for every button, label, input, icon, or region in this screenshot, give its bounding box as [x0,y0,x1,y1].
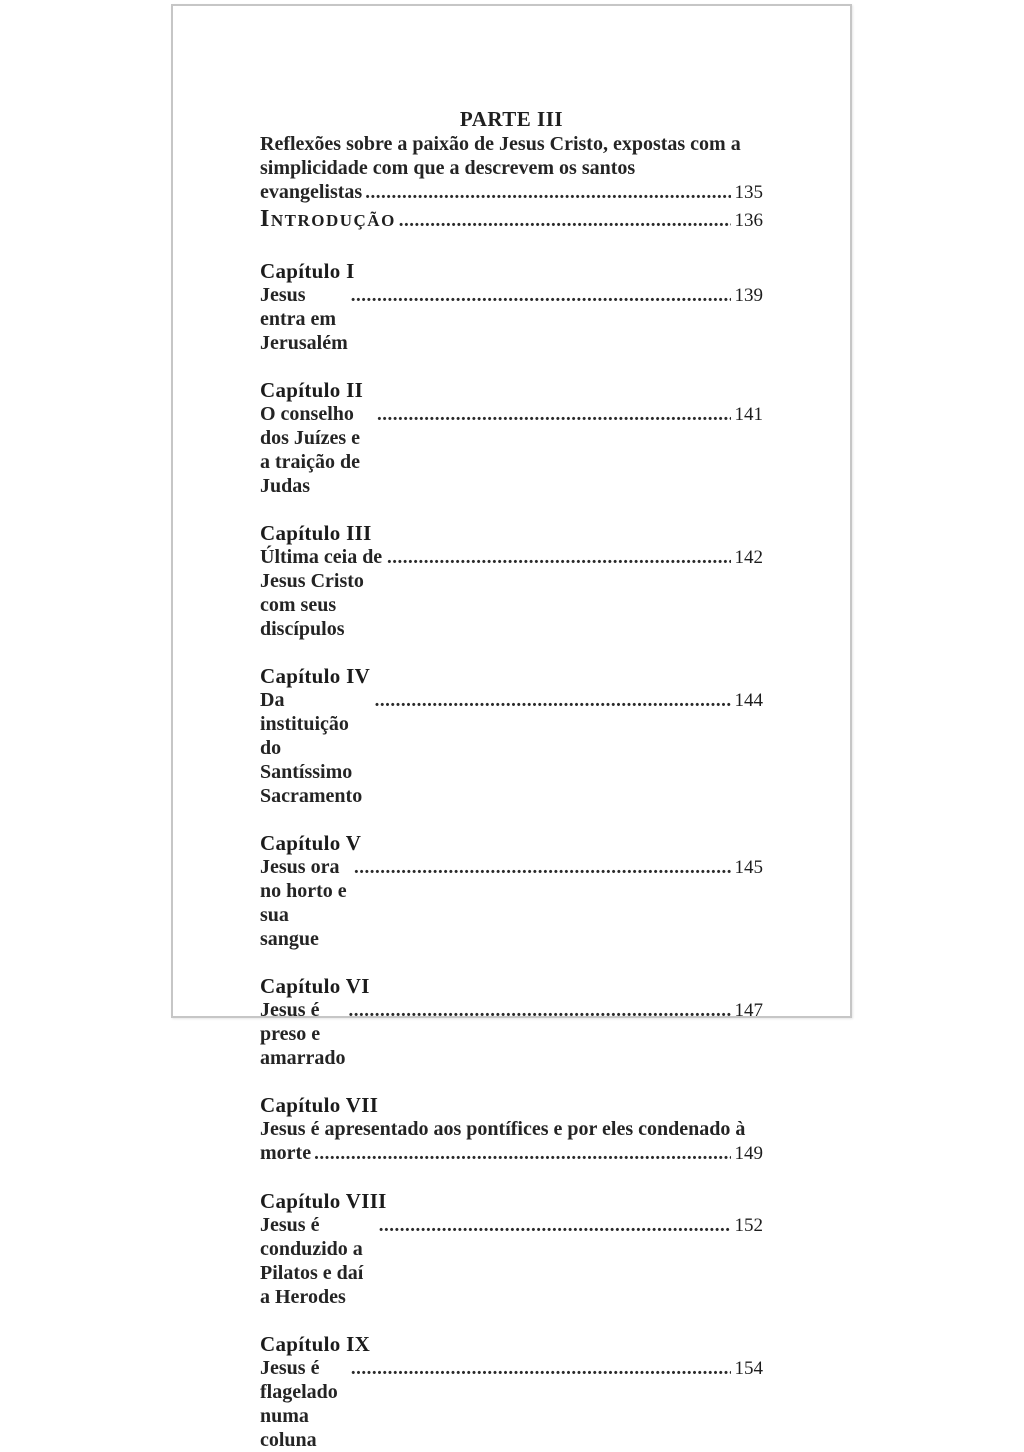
chapter-title: Jesus é flagelado numa coluna [260,1357,338,1451]
toc-chapter [260,259,763,355]
chapter-heading: Capítulo III [260,521,372,545]
chapter-title: O conselho dos Juízes e a traição de Judas [260,403,360,497]
toc-row-introduction [260,205,763,235]
toc-row [260,1213,763,1309]
dot-leader [314,1141,730,1166]
introduction-label: Introdução [260,206,396,232]
chapter-title: Jesus é preso e amarrado [260,999,346,1069]
part-description-line-2: simplicidade com que a descrevem os santos [260,157,636,179]
dot-leader [351,1356,731,1381]
page-number: 139 [734,285,763,306]
toc-chapter [260,378,763,498]
page-number: 145 [734,857,763,878]
toc-row [260,1356,763,1452]
page-number: 154 [734,1358,763,1379]
chapter-heading: Capítulo V [260,831,362,855]
chapter-heading: Capítulo II [260,378,364,402]
toc-chapter [260,831,763,951]
chapter-title-wrap-line: Jesus é apresentado aos pontífices e por eles condenado à [260,1118,746,1140]
toc-chapter [260,664,763,808]
chapter-heading: Capítulo I [260,259,355,283]
part-description-last-line: evangelistas [260,181,363,203]
page-number: 144 [734,690,763,711]
dot-leader [377,402,731,427]
toc-row-part [260,180,763,205]
toc-row [260,688,763,808]
chapter-title: Jesus entra em Jerusalém [260,284,348,354]
chapter-title: Da instituição do Santíssimo Sacramento [260,689,363,807]
dot-leader [399,206,731,235]
toc-row [260,402,763,498]
toc-row [260,998,763,1070]
book-page [171,4,852,1451]
page-number: 147 [734,1000,763,1021]
toc-chapter [260,1332,763,1452]
dot-leader [365,180,730,205]
chapter-heading: Capítulo VI [260,974,370,998]
toc-chapter [260,1189,763,1309]
chapter-heading: Capítulo IV [260,664,371,688]
chapter-title: Última ceia de Jesus Cristo com seus discípulos [260,546,383,640]
chapter-heading: Capítulo IX [260,1332,371,1356]
page-number: 141 [734,404,763,425]
toc-chapter [260,1093,763,1166]
toc-chapter [260,974,763,1070]
dot-leader [354,855,731,880]
chapter-title: Jesus é conduzido a Pilatos e daí a Herodes [260,1214,364,1308]
part-heading: PARTE III [459,107,564,131]
chapter-heading: Capítulo VIII [260,1189,387,1213]
page-number: 152 [734,1215,763,1236]
dot-leader [351,283,731,308]
toc-row [260,283,763,355]
toc-row [260,1141,763,1166]
page-number: 136 [734,210,763,231]
dot-leader [349,998,731,1023]
chapter-title: morte [260,1142,312,1164]
toc-chapter [260,521,763,641]
dot-leader [379,1213,731,1238]
part-description-line-1: Reflexões sobre a paixão de Jesus Cristo, expostas com a [260,133,741,155]
page-number: 149 [734,1143,763,1164]
toc-row [260,855,763,951]
chapter-title: Jesus ora no horto e sua sangue [260,856,347,950]
table-of-contents [173,6,850,1452]
dot-leader [375,688,731,713]
page-number: 135 [734,182,763,203]
chapter-heading: Capítulo VII [260,1093,379,1117]
toc-row [260,545,763,641]
page-number: 142 [734,547,763,568]
dot-leader [387,545,731,570]
